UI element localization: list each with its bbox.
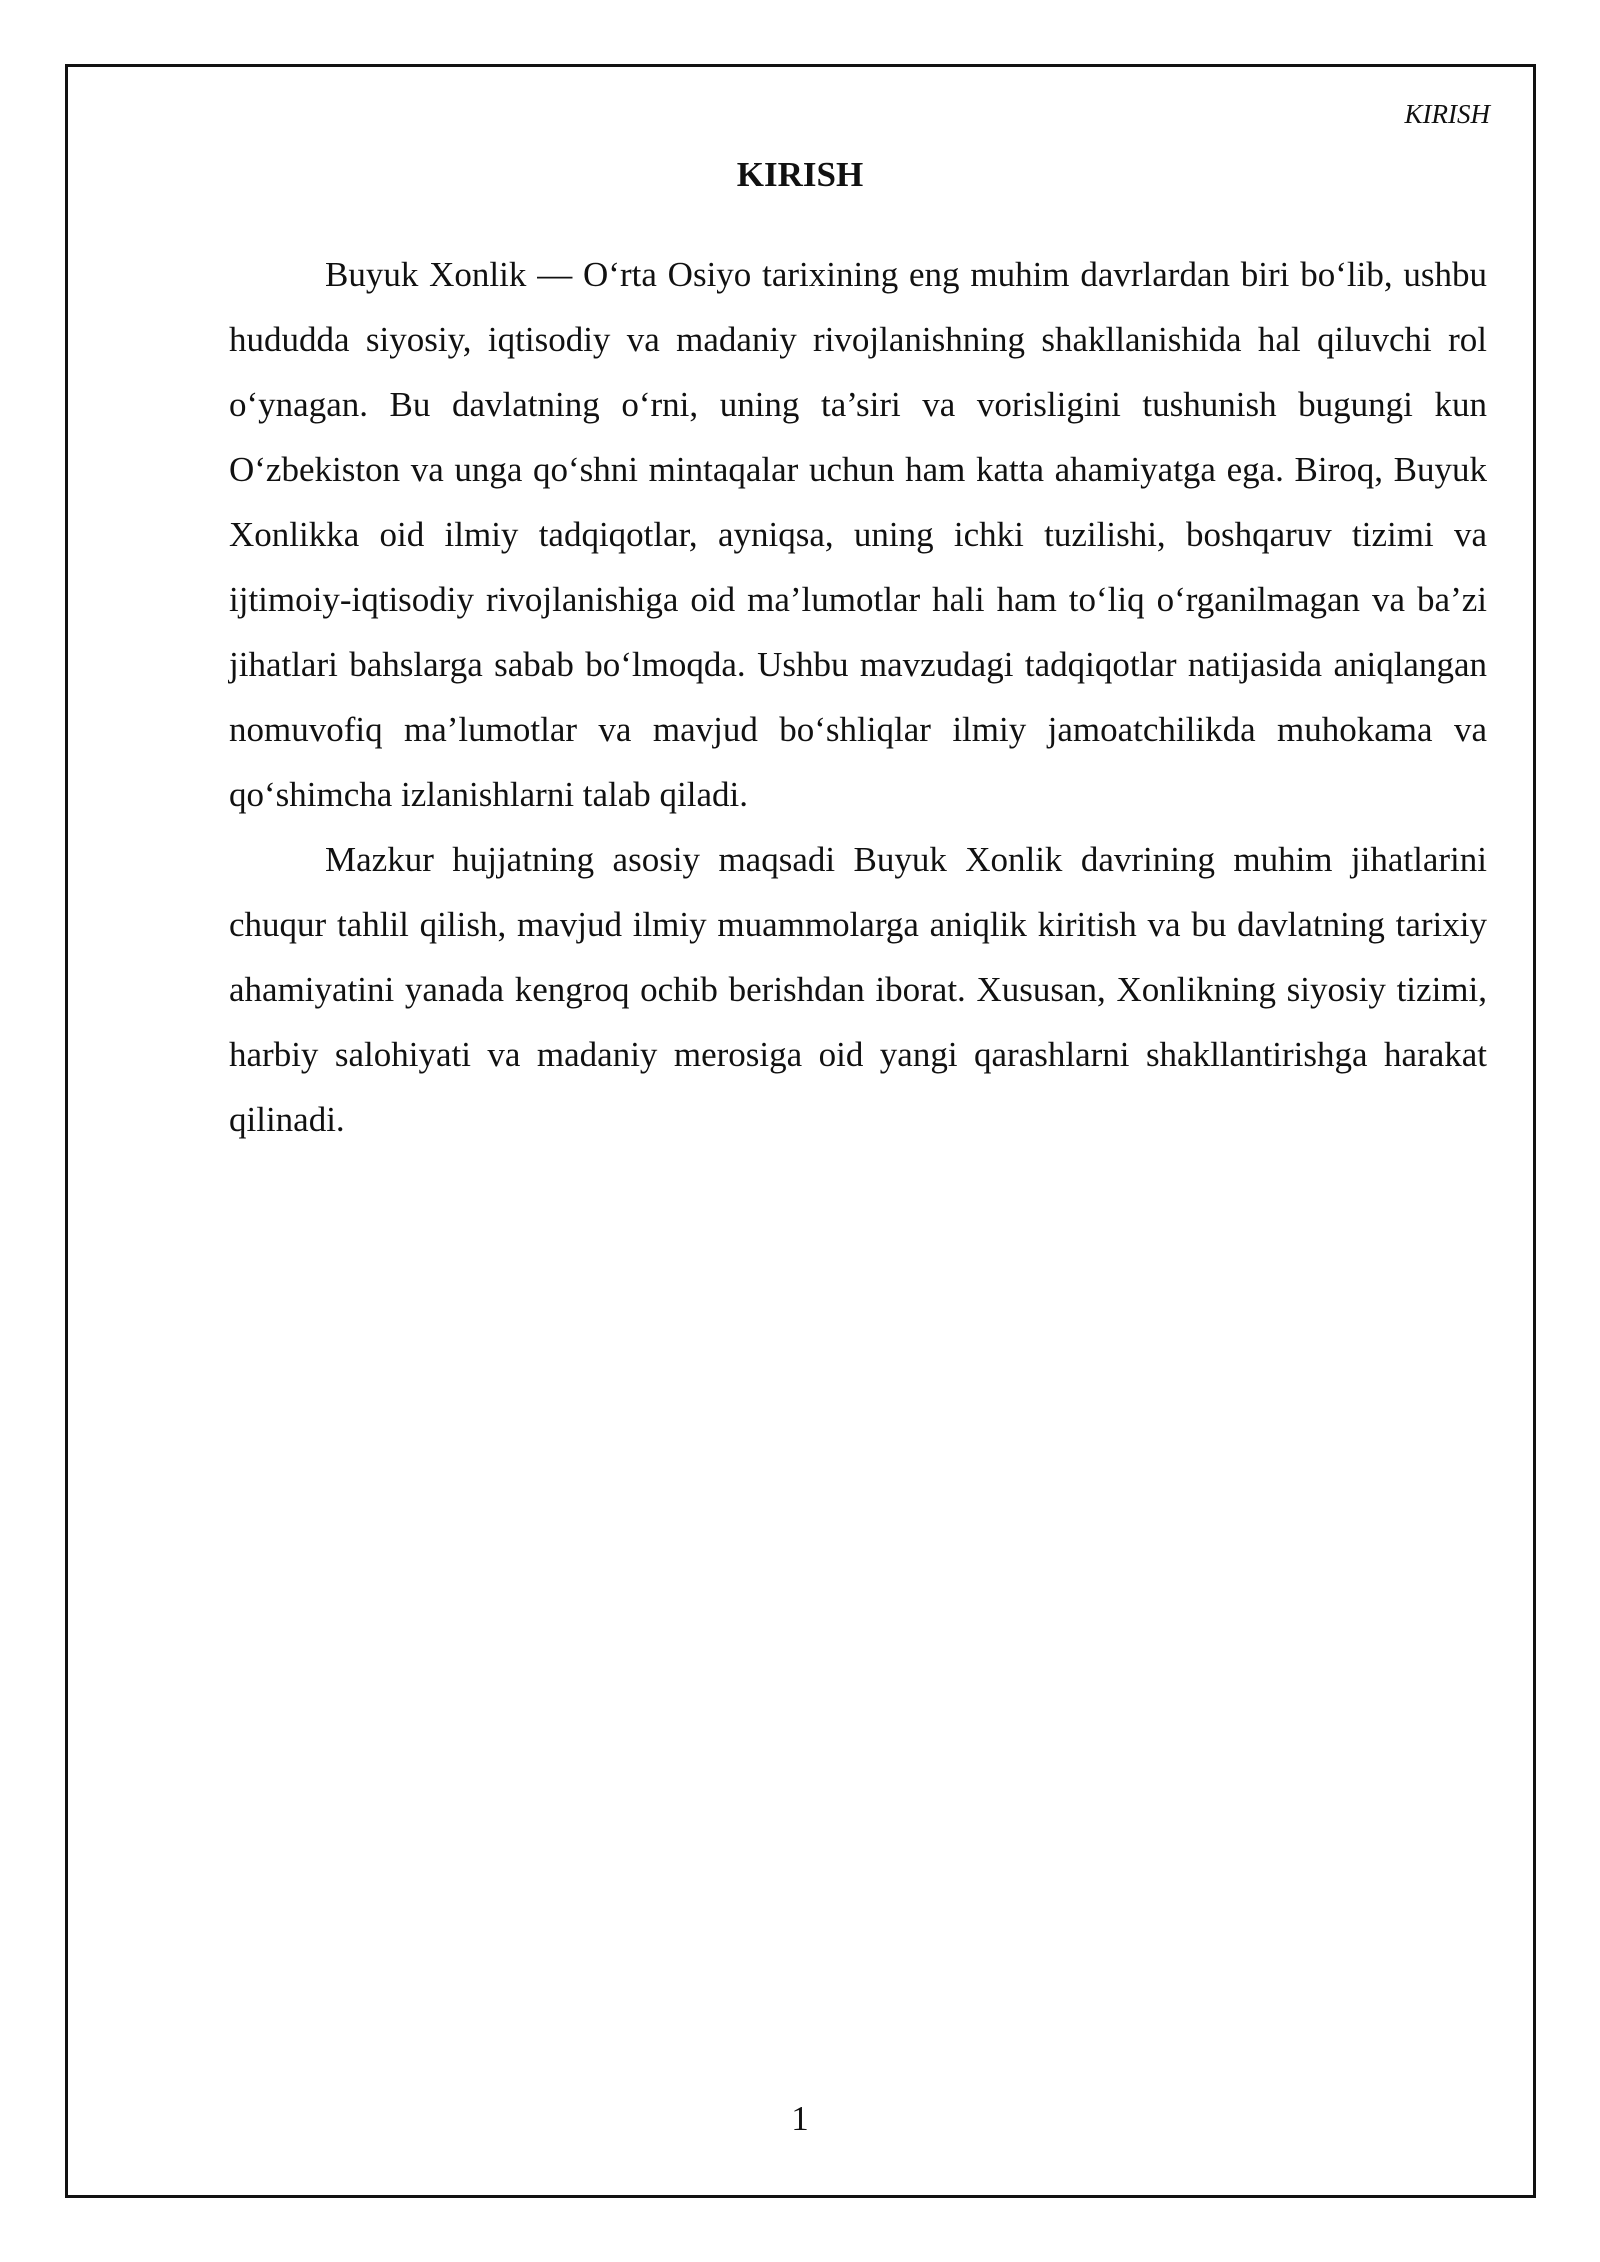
running-header: KIRISH <box>1404 99 1490 129</box>
page-title: KIRISH <box>736 155 864 194</box>
page-number: 1 <box>791 2099 809 2138</box>
paragraph-1: Buyuk Xonlik — O‘rta Osiyo tarixining eng muhim davrlardan biri bo‘lib, ushbu hududda siyosiy, iqtisodiy va madaniy rivojlanishning shakllanishida hal qiluvchi rol o‘ynagan. Bu davlatning o‘rni, uning ta’siri va vorisligini tushunish bugungi kun O‘zbekiston va unga qo‘shni mintaqalar uchun ham katta ahamiyatga ega. Biroq, Buyuk Xonlikka oid ilmiy tadqiqotlar, ayniqsa, uning ichki tuzilishi, boshqaruv tizimi va ijtimoiy-iqtisodiy rivojlanishiga oid ma’lumotlar hali ham to‘liq o‘rganilmagan va ba’zi jihatlari bahslarga sabab bo‘lmoqda. Ushbu mavzudagi tadqiqotlar natijasida aniqlangan nomuvofiq ma’lumotlar va mavjud bo‘shliqlar ilmiy jamoatchilikda muhokama va qo‘shimcha izlanishlarni talab qiladi. <box>229 255 1487 814</box>
body-text <box>229 242 1487 1152</box>
paragraph-2: Mazkur hujjatning asosiy maqsadi Buyuk Xonlik davrining muhim jihatlarini chuqur tahlil qilish, mavjud ilmiy muammolarga aniqlik kiritish va bu davlatning tarixiy ahamiyatini yanada kengroq ochib berishdan iborat. Xususan, Xonlikning siyosiy tizimi, harbiy salohiyati va madaniy merosiga oid yangi qarashlarni shakllantirishga harakat qilinadi. <box>229 840 1487 1139</box>
